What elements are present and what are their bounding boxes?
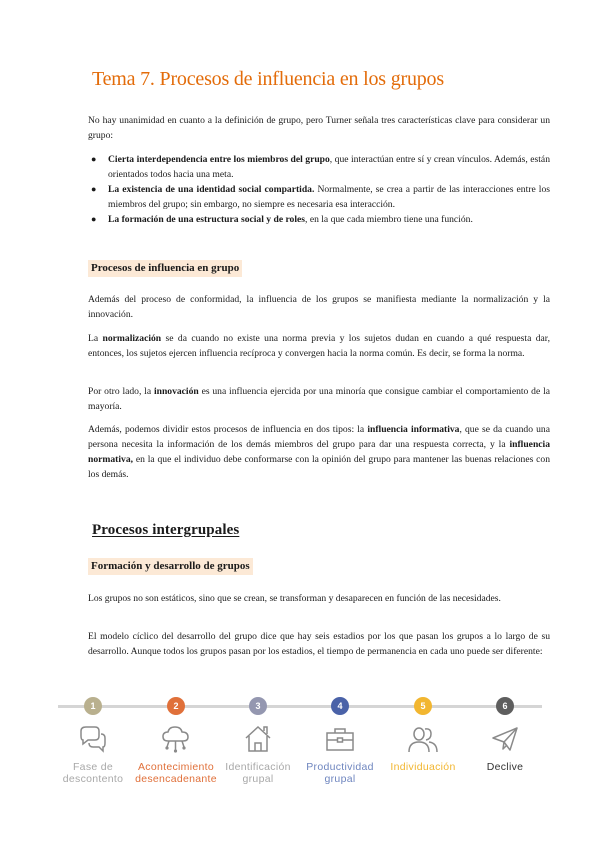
- paragraph-groups-not-static: Los grupos no son estáticos, sino que se crean, se transforman y desaparecen en función de las necesidades.: [88, 593, 501, 604]
- house-icon: [242, 723, 274, 755]
- paragraph-cyclic-model: El modelo cíclico del desarrollo del grupo dice que hay seis estadios por los que pasan los grupos a lo largo de su desarrollo. Aunque todos los grupos pasan por los estadios, el tiempo de permanencia en cada uno puede ser diferente:: [88, 631, 550, 657]
- stage-6: [455, 690, 555, 773]
- term-innovacion: innovación: [153, 386, 199, 397]
- bullet-text: , que interactúan entre sí y crean vínculos. Además, están orientados todos hacia una meta.: [108, 154, 550, 180]
- term-influencia-informativa: influencia informativa: [367, 424, 460, 435]
- stage-number-badge: 5: [414, 697, 432, 715]
- bullet-text: Normalmente, se crea a partir de las interacciones entre los miembros del grupo; sin embargo, no siempre es necesaria esa interacción.: [108, 184, 551, 210]
- stage-label-line: Individuación: [390, 761, 456, 773]
- bullet-text: , en la que cada miembro tiene una función.: [305, 214, 473, 225]
- stage-label-line: Fase de: [72, 761, 114, 773]
- paragraph-innovation: [88, 384, 550, 414]
- text: en la que el individuo debe conformarse con la opinión del grupo para mantener las buenas relaciones con los demás.: [88, 454, 550, 480]
- term-influencia-normativa: influencia normativa,: [88, 439, 550, 465]
- stage-label-line: Productividad: [306, 761, 374, 773]
- paragraph-text: Además del proceso de conformidad, la influencia de los grupos se manifiesta mediante la normalización y la innovación.: [88, 294, 550, 320]
- intro-paragraph: No hay unanimidad en cuanto a la definición de grupo, pero Turner señala tres características clave para considerar un grupo:: [88, 115, 550, 141]
- stage-label-line: Acontecimiento: [138, 761, 214, 773]
- stage-number-badge: 6: [496, 697, 514, 715]
- stage-label-line: Identificación: [225, 761, 291, 773]
- stage-label-line: descontento: [62, 773, 124, 785]
- stage-number-badge: 2: [167, 697, 185, 715]
- cloud-network-icon: [160, 723, 192, 755]
- text: , que se da cuando una persona necesita la información de los demás miembros del grupo para dar una respuesta correcta, y la: [88, 424, 550, 450]
- bullet-bold-text: La existencia de una identidad social compartida.: [108, 184, 315, 195]
- section-title-intergroup: Procesos intergrupales: [92, 522, 240, 538]
- bullet-bold-text: Cierta interdependencia entre los miembros del grupo: [108, 154, 330, 165]
- stage-label-line: grupal: [242, 773, 274, 785]
- heading-influence-processes: Procesos de influencia en grupo: [88, 260, 242, 277]
- characteristics-list: [88, 152, 550, 227]
- group-development-timeline: [0, 690, 600, 800]
- stage-number-badge: 1: [84, 697, 102, 715]
- list-item: [88, 182, 550, 212]
- list-item: [88, 152, 550, 182]
- text: se da cuando no existe una norma previa y los sujetos dudan en cuando a qué respuesta dar, entonces, los sujetos ejercen influencia recíproca y convergen hacia la norma común. Es decir, se forma la norma.: [88, 333, 550, 359]
- stage-number-badge: 3: [249, 697, 267, 715]
- stage-number-badge: 4: [331, 697, 349, 715]
- paragraph-influence-types: [88, 422, 550, 482]
- people-icon: [407, 723, 439, 755]
- toolbox-icon: [324, 723, 356, 755]
- bullet-icon: ●: [91, 154, 97, 164]
- bullet-bold-text: La formación de una estructura social y de roles: [108, 214, 306, 225]
- paper-plane-icon: [489, 723, 521, 755]
- bullet-icon: ●: [91, 184, 97, 194]
- page-title: Tema 7. Procesos de influencia en los grupos: [92, 68, 444, 90]
- term-normalizacion: normalización: [102, 333, 162, 344]
- heading-group-formation: Formación y desarrollo de grupos: [88, 558, 253, 575]
- paragraph-normalization: [88, 331, 550, 361]
- list-item: [88, 212, 550, 227]
- paragraph-normalization-innovation: [88, 292, 550, 322]
- bullet-icon: ●: [91, 214, 97, 224]
- text: Por otro lado, la: [88, 386, 154, 397]
- chat-bubbles-icon: [77, 723, 109, 755]
- text: La: [88, 333, 103, 344]
- stage-label-line: Declive: [486, 761, 524, 773]
- text: Además, podemos dividir estos procesos de influencia en dos tipos: la: [88, 424, 368, 435]
- stage-label: [455, 761, 555, 773]
- stage-label-line: desencadenante: [135, 773, 217, 785]
- stage-label-line: grupal: [324, 773, 356, 785]
- text: es una influencia ejercida por una minoría que consigue cambiar el comportamiento de la mayoría.: [88, 386, 550, 412]
